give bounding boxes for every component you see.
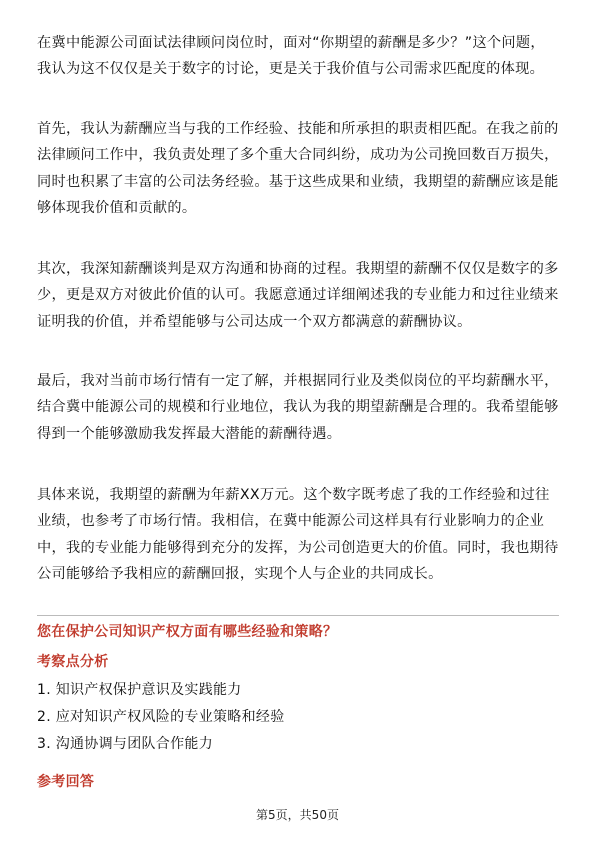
reference-answer-heading: 参考回答 [37, 774, 95, 790]
list-item: 3. 沟通协调与团队合作能力 [37, 736, 214, 752]
answer-paragraph-2: 首先，我认为薪酬应当与我的工作经验、技能和所承担的职责相匹配。在我之前的法律顾问工作中，我负责处理了多个重大合同纠纷，成功为公司挽回数百万损失，同时也积累了丰富的公司法务经验。基于这些成果和业绩，我期望的薪酬应该是能够体现我价值和贡献的。 [37, 121, 559, 217]
list-item: 2. 应对知识产权风险的专业策略和经验 [37, 709, 285, 725]
answer-paragraph-4: 最后，我对当前市场行情有一定了解，并根据同行业及类似岗位的平均薪酬水平，结合冀中能源公司的规模和行业地位，我认为我的期望薪酬是合理的。我希望能够得到一个能够激励我发挥最大潜能的薪酬待遇。 [37, 373, 559, 442]
answer-paragraph-5: 具体来说，我期望的薪酬为年薪XX万元。这个数字既考虑了我的工作经验和过往业绩，也参考了市场行情。我相信，在冀中能源公司这样具有行业影响力的企业中，我的专业能力能够得到充分的发挥，为公司创造更大的价值。同时，我也期待公司能够给予我相应的薪酬回报，实现个人与企业的共同成长。 [37, 487, 559, 583]
list-item: 1. 知识产权保护意识及实践能力 [37, 682, 242, 698]
page-number: 第5页，共50页 [256, 808, 339, 822]
answer-paragraph-3: 其次，我深知薪酬谈判是双方沟通和协商的过程。我期望的薪酬不仅仅是数字的多少，更是双方对彼此价值的认可。我愿意通过详细阐述我的专业能力和过往业绩来证明我的价值，并希望能够与公司达成一个双方都满意的薪酬协议。 [37, 261, 559, 330]
interview-question: 您在保护公司知识产权方面有哪些经验和策略？ [37, 624, 338, 640]
analysis-heading: 考察点分析 [37, 654, 109, 670]
answer-paragraph-1: 在冀中能源公司面试法律顾问岗位时，面对“你期望的薪酬是多少？”这个问题，我认为这不仅仅是关于数字的讨论，更是关于我价值与公司需求匹配度的体现。 [37, 35, 545, 78]
section-divider [37, 615, 559, 616]
analysis-list [37, 677, 285, 758]
